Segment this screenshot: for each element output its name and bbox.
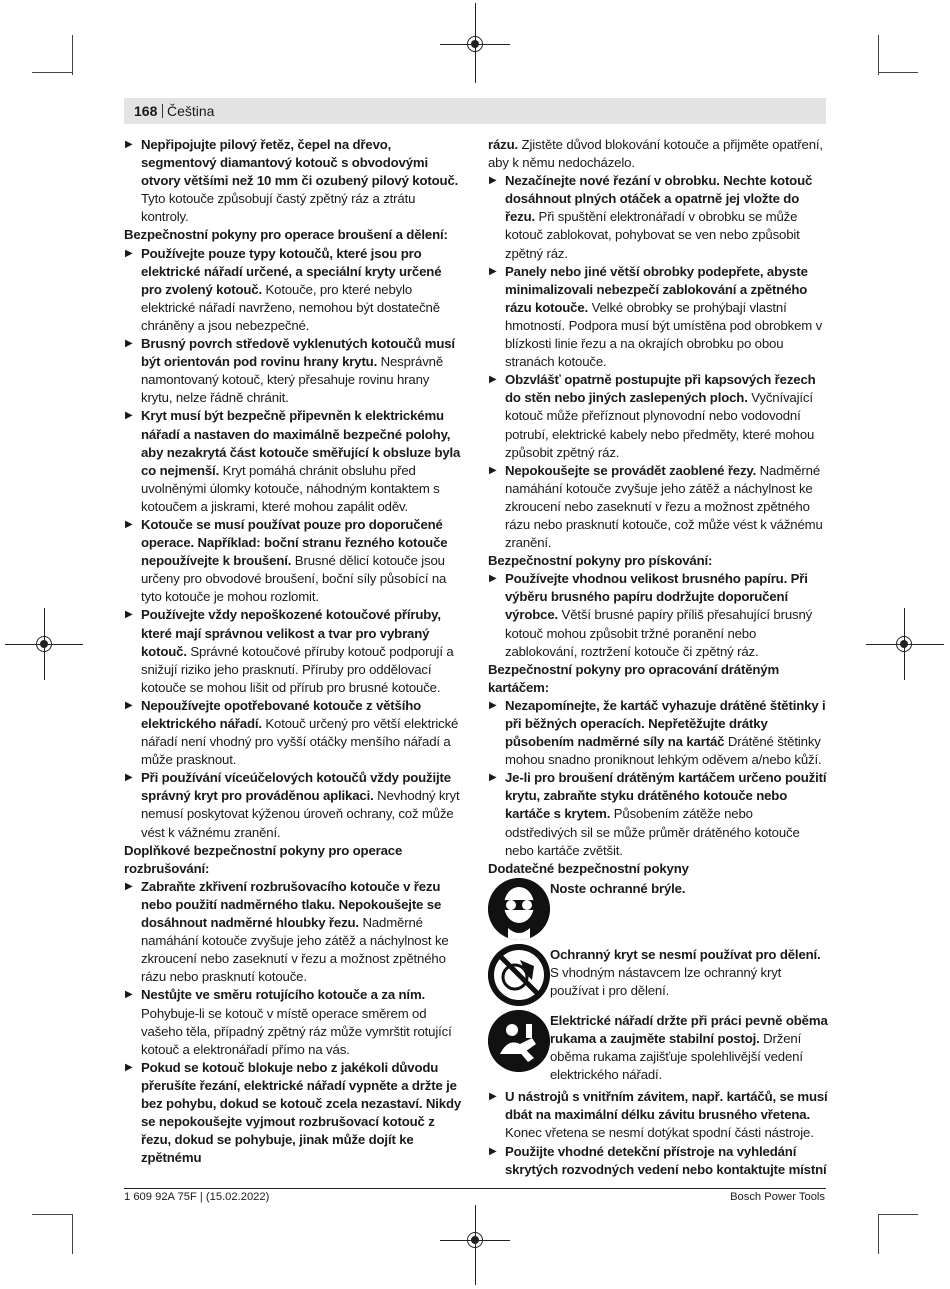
bullet-arrow-icon: ▶ [489, 265, 497, 277]
bullet-item [124, 407, 464, 516]
bullet-item [124, 1059, 464, 1168]
bullet-arrow-icon: ▶ [125, 989, 133, 1001]
bold-instruction: Nezačínejte nové řezání v obrobku. Nechte kotouč dosáhnout plných otáček a opatrně jej vložte do řezu. [505, 173, 813, 225]
bullet-arrow-icon: ▶ [489, 573, 497, 585]
section-heading: Bezpečnostní pokyny pro operace broušení a dělení: [124, 227, 448, 243]
bold-instruction: Nepokoušejte se provádět zaoblené řezy. [505, 462, 757, 478]
pictogram-text [550, 944, 828, 1006]
bold-instruction: Při používání víceúčelových kotoučů vždy použijte správný kryt pro prováděnou aplikaci. [141, 770, 451, 804]
instruction-explanation: Nevhodný kryt nemusí poskytovat kýženou úroveň ochrany, což může vést k vážnému zranění. [141, 788, 460, 840]
crop-mark [32, 72, 72, 73]
registration-mark-icon [467, 36, 483, 52]
instruction-explanation: Nadměrné namáhání kotouče zvyšuje jeho zátěž a náchylnost ke zkroucení nebo zaseknutí v řezu a možnost zpětného rázu nebo prasknutí kotouče. [141, 915, 449, 985]
safety-goggles-icon [488, 878, 550, 940]
bold-instruction: Nestůjte ve směru rotujícího kotouče a za ním. [141, 987, 426, 1003]
instruction-explanation: Působením zátěže nebo odstředivých sil se může průměr drátěného kotouče nebo kartáče zvětšit. [505, 806, 800, 858]
bold-instruction: Nepoužívejte opotřebované kotouče z většího elektrického nářadí. [141, 697, 422, 731]
bold-instruction: Panely nebo jiné větší obrobky podepřete, abyste minimalizovali nebezpečí zablokování a zpětného rázu kotouče. [505, 263, 808, 315]
instruction-explanation: Tyto kotouče způsobují častý zpětný ráz a ztrátu kontroly. [141, 191, 416, 225]
left-text-column [124, 136, 464, 1167]
two-hands-grip-icon [488, 1010, 550, 1072]
page-number: 168 [134, 103, 158, 119]
crop-mark [878, 1214, 879, 1254]
crop-mark [878, 1214, 918, 1215]
bullet-arrow-icon: ▶ [489, 1145, 497, 1157]
instruction-explanation: Velké obrobky se prohýbají vlastní hmotností. Podpora musí být umístěna pod obrobkem v blízkosti linie řezu a na okrajích obrobku po obou stranách kotouče. [505, 299, 823, 370]
bullet-item [124, 516, 464, 606]
continued-item [488, 136, 828, 172]
instruction-explanation: Větší brusné papíry příliš přesahující brusný kotouč mohou způsobit tržné poranění nebo zablokování, roztržení kotouče či zpětný ráz. [505, 607, 813, 659]
page-header-bar [124, 98, 826, 124]
registration-mark-icon [36, 636, 52, 652]
document-code: 1 609 92A 75F | (15.02.2022) [124, 1191, 270, 1203]
bold-instruction: Je-li pro broušení drátěným kartáčem určeno použití krytu, zabraňte styku drátěného kotouče nebo kartáče s krytem. [505, 770, 827, 822]
instruction-explanation: Kotouče, pro které nebylo elektrické nářadí navrženo, nemohou být dostatečně chráněny a jsou nebezpečné. [141, 281, 440, 333]
bullet-arrow-icon: ▶ [489, 374, 497, 386]
instruction-explanation: Brusné dělicí kotouče jsou určeny pro obvodové broušení, boční síly působící na tyto kotouče je mohou rozlomit. [141, 553, 447, 605]
bold-instruction: Pokud se kotouč blokuje nebo z jakékoli důvodu přerušíte řezání, elektrické nářadí vypněte a držte je bez pohybu, dokud se kotouč zcela nezastaví. Nikdy se nepokoušejte vyjmout rozbrušovací kotouč z řezu, dokud se pohybuje, jinak může dojít ke zpětnému [141, 1059, 462, 1166]
crop-mark [72, 35, 73, 75]
instruction-explanation: Při spuštění elektronářadí v obrobku se může kotouč zablokovat, pohybovat se ven nebo způsobit zpětný ráz. [505, 209, 800, 261]
instruction-explanation: Nesprávně namontovaný kotouč, který přesahuje rovinu hrany krytu, nelze řádně chránit. [141, 354, 444, 406]
crop-mark [878, 72, 918, 73]
pictogram-row [488, 944, 828, 1006]
section-heading: Bezpečnostní pokyny pro pískování: [488, 553, 713, 569]
instruction-explanation: Konec vřetena se nesmí dotýkat spodní části nástroje. [505, 1125, 814, 1141]
instruction-explanation: Drátěné štětinky mohou snadno proniknout lehkým oděvem a/nebo kůží. [505, 734, 822, 768]
instruction-explanation: Zjistěte důvod blokování kotouče a přijměte opatření, aby k němu nedocházelo. [488, 137, 823, 171]
bold-instruction: Používejte pouze typy kotoučů, které jsou pro elektrické nářadí určené, a speciální kryty určené pro zvolený kotouč. [141, 245, 442, 297]
bullet-arrow-icon: ▶ [489, 772, 497, 784]
bullet-arrow-icon: ▶ [125, 338, 133, 350]
registration-mark-icon [467, 1232, 483, 1248]
pictogram-text [550, 878, 685, 940]
instruction-explanation: Vyčnívající kotouč může přeříznout plynovodní nebo vodovodní potrubí, elektrické kabely nebo předměty, které mohou způsobit zpětný ráz. [505, 390, 815, 460]
section-heading: Bezpečnostní pokyny pro opracování drátěným kartáčem: [488, 661, 780, 695]
instruction-explanation: Pohybuje-li se kotouč v místě operace směrem od vašeho těla, případný zpětný ráz může vymrštit rotující kotouč a elektronářadí přímo na vás. [141, 1005, 452, 1057]
bold-instruction: Obzvlášť opatrně postupujte při kapsových řezech do stěn nebo jiných zaslepených ploch. [505, 372, 816, 406]
bullet-item [124, 986, 464, 1058]
page-language: Čeština [167, 103, 215, 119]
instruction-explanation: Správné kotoučové příruby kotouč podporují a snižují riziko jeho prasknutí. Příruby pro oddělovací kotouče se mohou lišit od přírub pro brusné kotouče. [141, 643, 454, 695]
bold-instruction: Používejte vhodnou velikost brusného papíru. Při výběru brusného papíru dodržujte doporučení výrobce. [505, 571, 808, 623]
bold-instruction: Zabraňte zkřivení rozbrušovacího kotouče v řezu nebo použití nadměrného tlaku. Nepokoušejte se dosáhnout nadměrné hloubky řezu. [141, 878, 442, 931]
bold-instruction: Použijte vhodné detekční přístroje na vyhledání skrytých rozvodných vedení nebo kontaktujte místní [505, 1143, 827, 1177]
pictogram-row [488, 878, 828, 940]
bold-instruction: Kryt musí být bezpečně připevněn k elektrickému nářadí a nastaven do maximálně bezpečné polohy, aby nezakrytá část kotouče směřující k obsluze byla co nejmenší. [141, 408, 461, 478]
bullet-arrow-icon: ▶ [489, 699, 497, 711]
bullet-item [124, 245, 464, 335]
bullet-item [488, 1088, 828, 1142]
bullet-arrow-icon: ▶ [489, 1091, 497, 1103]
footer-rule [124, 1188, 826, 1189]
bullet-arrow-icon: ▶ [125, 139, 133, 150]
bullet-arrow-icon: ▶ [125, 699, 133, 711]
bullet-item [488, 697, 828, 769]
bold-instruction: Elektrické nářadí držte při práci pevně oběma rukama a zaujměte stabilní postoj. [550, 1012, 828, 1046]
bold-instruction: Brusný povrch středově vyklenutých kotoučů musí být orientován pod rovinu hrany krytu. [141, 336, 455, 370]
bold-instruction: Kotouče se musí používat pouze pro doporučené operace. Například: boční stranu řezného kotouče nepoužívejte k broušení. [141, 516, 448, 569]
bold-instruction: U nástrojů s vnitřním závitem, např. kartáčů, se musí dbát na maximální délku závitu brusného vřetena. [505, 1089, 828, 1123]
bullet-item [488, 769, 828, 859]
no-cutting-with-guard-icon [488, 944, 550, 1006]
bullet-item [124, 136, 464, 226]
bullet-arrow-icon: ▶ [125, 247, 133, 259]
bullet-item [488, 371, 828, 461]
bold-instruction: Používejte vždy nepoškozené kotoučové příruby, které mají správnou velikost a tvar pro vybraný kotouč. [141, 607, 441, 659]
bold-instruction: Nezapomínejte, že kartáč vyhazuje drátěné štětinky i při běžných operacích. Nepřetěžujte drátky působením nadměrné síly na kartáč [505, 697, 826, 750]
bold-instruction: Ochranný kryt se nesmí používat pro dělení. [550, 946, 821, 962]
right-text-column [488, 136, 828, 1179]
instruction-explanation: Nadměrné namáhání kotouče zvyšuje jeho zátěž a náchylnost ke zkroucení nebo zaseknutí v řezu a možnost zpětného rázu nebo prasknutí kotouče, což může vést k vážnému zranění. [505, 462, 823, 551]
bullet-item [488, 172, 828, 262]
instruction-explanation: Kotouč určený pro větší elektrické nářadí není vhodný pro vyšší otáčky menšího nářadí a může prasknout. [141, 716, 459, 768]
bullet-item [488, 263, 828, 372]
pictogram-text [550, 1010, 828, 1084]
crop-mark [32, 1214, 72, 1215]
bullet-item [124, 697, 464, 769]
bullet-item [124, 606, 464, 696]
bullet-item [488, 462, 828, 552]
crop-mark [878, 35, 879, 75]
bold-instruction: Nepřipojujte pilový řetěz, čepel na dřevo, segmentový diamantový kotouč s obvodovými otvory většími než 10 mm či ozubený pilový kotouč. [141, 137, 459, 189]
brand-footer: Bosch Power Tools [730, 1191, 825, 1203]
instruction-explanation: S vhodným nástavcem lze ochranný kryt používat i pro dělení. [550, 964, 782, 999]
bullet-arrow-icon: ▶ [125, 1061, 133, 1073]
bullet-arrow-icon: ▶ [489, 464, 497, 476]
bullet-arrow-icon: ▶ [125, 880, 133, 892]
header-separator [162, 104, 163, 118]
bullet-item [488, 1143, 828, 1179]
bullet-item [124, 878, 464, 987]
bullet-arrow-icon: ▶ [125, 518, 133, 530]
bullet-arrow-icon: ▶ [489, 175, 497, 187]
section-heading: Doplňkové bezpečnostní pokyny pro operace rozbrušování: [124, 842, 403, 876]
bold-instruction: Noste ochranné brýle. [550, 880, 686, 896]
bold-instruction: rázu. [488, 137, 519, 152]
bullet-item [124, 769, 464, 841]
bullet-item [488, 570, 828, 660]
bullet-arrow-icon: ▶ [125, 772, 133, 784]
bullet-item [124, 335, 464, 407]
bullet-arrow-icon: ▶ [125, 609, 133, 621]
crop-mark [72, 1214, 73, 1254]
section-heading: Dodatečné bezpečnostní pokyny [488, 860, 689, 876]
instruction-explanation: Kryt pomáhá chránit obsluhu před uvolněnými úlomky kotouče, náhodným kontaktem s kotoučem a jiskrami, které mohou zapálit oděv. [141, 462, 440, 514]
bullet-arrow-icon: ▶ [125, 410, 133, 422]
registration-mark-icon [896, 636, 912, 652]
pictogram-row [488, 1010, 828, 1084]
instruction-explanation: Držení oběma rukama zajišťuje spolehlivější vedení elektrického nářadí. [550, 1030, 803, 1083]
